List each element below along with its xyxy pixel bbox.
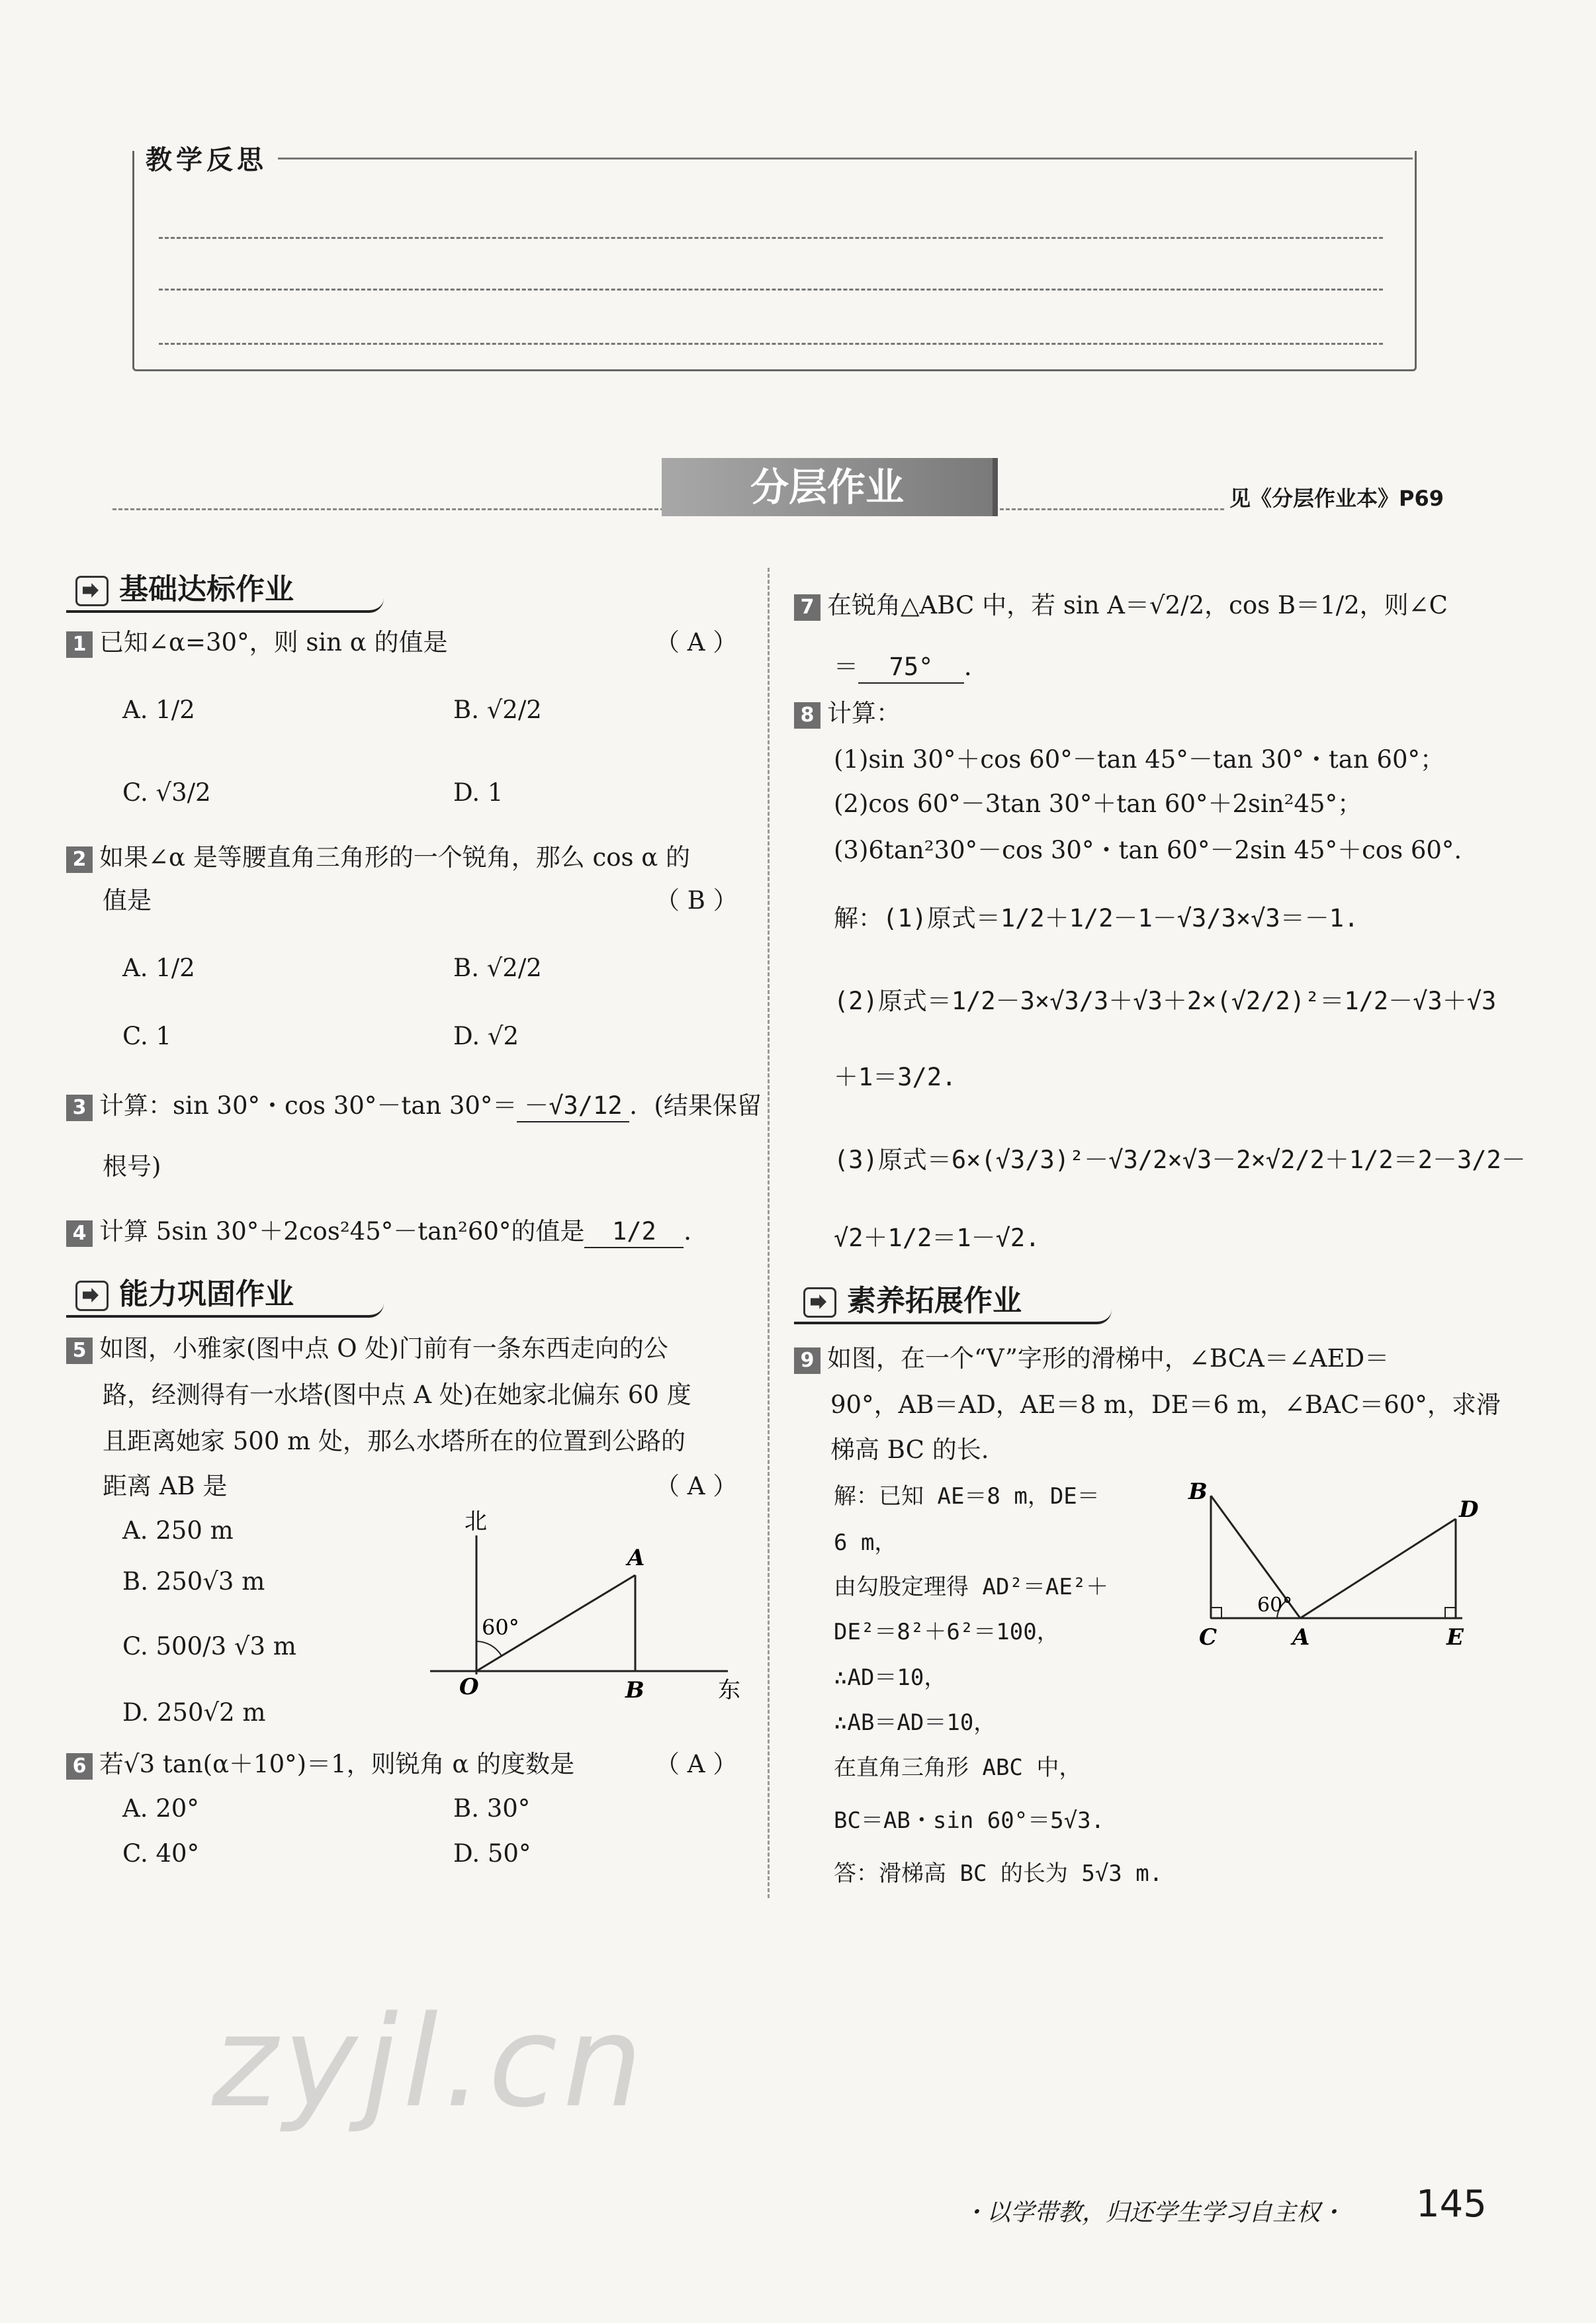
q1-option-b: B. √2/2 <box>453 696 542 724</box>
q3-tail: ．(结果保留 <box>629 1091 762 1120</box>
reflection-label: 教学反思 <box>146 139 278 177</box>
column-divider <box>768 568 770 1898</box>
q5-line-2: 路，经测得有一水塔(图中点 A 处)在她家北偏东 60 度 <box>103 1381 691 1409</box>
q2-option-c: C. 1 <box>122 1022 172 1050</box>
q1-stem <box>66 627 448 658</box>
q9-solution-6: ∴AB＝AD＝10， <box>834 1709 997 1736</box>
q5-option-c: C. 500/3 √3 m <box>122 1632 296 1661</box>
q5-label-o: O <box>459 1674 479 1700</box>
q2-option-a: A. 1/2 <box>122 954 195 982</box>
q6-option-c: C. 40° <box>122 1839 200 1868</box>
q8-solution-2: (2)原式＝1/2－3×√3/3＋√3＋2×(√2/2)²＝1/2－√3＋√3 <box>834 987 1497 1015</box>
q9-solution-1: 解：已知 AE＝8 m，DE＝ <box>834 1483 1100 1510</box>
q5-label-angle: 60° <box>482 1615 519 1640</box>
q5-label-east: 东 <box>718 1677 740 1704</box>
q6-option-b: B. 30° <box>453 1794 531 1823</box>
q6-answer: （ A ） <box>655 1750 738 1778</box>
q9-right-angle-c <box>1211 1608 1221 1618</box>
q7-fill: 75° <box>858 652 964 684</box>
q3-number: 3 <box>66 1095 93 1121</box>
q8-item-3: (3)6tan²30°－cos 30°・tan 60°－2sin 45°＋cos 60°. <box>834 836 1462 864</box>
section-ability-title: 能力巩固作业 <box>119 1277 294 1311</box>
q1-option-a: A. 1/2 <box>122 696 195 724</box>
q9-line-1 <box>794 1344 1389 1374</box>
q5-option-d: D. 250√2 m <box>122 1698 266 1727</box>
q7-number: 7 <box>794 594 820 621</box>
watermark: zyjl.cn <box>212 1989 648 2135</box>
q5-answer: （ A ） <box>655 1472 738 1500</box>
q9-label-c: C <box>1199 1624 1218 1651</box>
q1-option-c: C. √3/2 <box>122 778 211 807</box>
arrow-icon <box>75 576 109 606</box>
q8-item-2: (2)cos 60°－3tan 30°＋tan 60°＋2sin²45°； <box>834 790 1362 818</box>
section-literacy <box>794 1281 1112 1324</box>
arrow-icon <box>75 1281 109 1311</box>
q4-tail: ． <box>684 1217 709 1246</box>
q9-solution-2: 6 m， <box>834 1529 897 1556</box>
q3-fill: －√3/12 <box>517 1091 629 1122</box>
q3-line2: 根号) <box>103 1152 161 1181</box>
q8-solution-3: ＋1＝3/2. <box>834 1063 957 1091</box>
q9-label-b: B <box>1188 1479 1208 1505</box>
q4-fill: 1/2 <box>584 1216 684 1248</box>
q9-label-a: A <box>1292 1624 1310 1651</box>
q5-label-a: A <box>627 1545 645 1571</box>
q8-solution-1: 解：(1)原式＝1/2＋1/2－1－√3/3×√3＝－1. <box>834 904 1359 933</box>
section-basic-title: 基础达标作业 <box>119 572 294 606</box>
q9-solution-5: ∴AD＝10， <box>834 1664 947 1691</box>
q9-line-2: 90°，AB＝AD，AE＝8 m，DE＝6 m，∠BAC＝60°，求滑 <box>830 1390 1501 1419</box>
q7-stem <box>794 590 1448 621</box>
footer-motto: ・以学带教，归还学生学习自主权・ <box>963 2199 1345 2226</box>
q9-text-1: 如图，在一个“V”字形的滑梯中，∠BCA＝∠AED＝ <box>827 1344 1390 1373</box>
q8-title <box>794 698 901 729</box>
q6-stem <box>66 1749 574 1780</box>
q5-angle-arc <box>476 1641 502 1656</box>
q3-text: 计算：sin 30°・cos 30°－tan 30°＝ <box>99 1091 517 1120</box>
q6-option-a: A. 20° <box>122 1794 199 1823</box>
section-ability <box>66 1274 384 1318</box>
q2-answer: （ B ） <box>655 886 738 915</box>
q5-option-b: B. 250√3 m <box>122 1567 265 1596</box>
reflection-line-3 <box>159 343 1383 345</box>
q9-label-d: D <box>1459 1496 1479 1523</box>
banner-ref: 见《分层作业本》P69 <box>1224 482 1444 512</box>
q4-text: 计算 5sin 30°＋2cos²45°－tan²60°的值是 <box>99 1217 585 1246</box>
q9-figure <box>1184 1476 1495 1668</box>
q1-answer: （ A ） <box>655 628 738 657</box>
q5-figure <box>423 1509 754 1708</box>
q2-option-d: D. √2 <box>453 1022 519 1050</box>
q2-option-b: B. √2/2 <box>453 954 542 982</box>
q7-tail: ． <box>964 653 989 681</box>
q7-text: 在锐角△ABC 中，若 sin A＝√2/2，cos B＝1/2，则∠C <box>827 591 1448 619</box>
q9-solution-3: 由勾股定理得 AD²＝AE²＋ <box>834 1574 1109 1600</box>
q8-solution-4: (3)原式＝6×(√3/3)²－√3/2×√3－2×√2/2＋1/2＝2－3/2－ <box>834 1146 1526 1174</box>
q2-stem-1 <box>66 843 690 873</box>
q9-ad-line <box>1300 1519 1456 1618</box>
q9-label-angle: 60° <box>1257 1594 1293 1617</box>
q8-number: 8 <box>794 702 820 729</box>
q9-number: 9 <box>794 1347 820 1374</box>
q6-number: 6 <box>66 1753 93 1780</box>
q7-line2 <box>834 652 989 684</box>
q5-line-1 <box>66 1334 668 1364</box>
banner-title-text: 分层作业 <box>750 465 904 510</box>
q5-line-3: 且距离她家 500 m 处，那么水塔所在的位置到公路的 <box>103 1427 686 1455</box>
q6-text: 若√3 tan(α＋10°)＝1，则锐角 α 的度数是 <box>99 1750 575 1778</box>
banner-title <box>662 458 998 516</box>
q9-solution-4: DE²＝8²＋6²＝100， <box>834 1619 1059 1645</box>
q5-line-4: 距离 AB 是 <box>103 1472 228 1500</box>
q5-label-north: 北 <box>465 1509 487 1535</box>
section-literacy-title: 素养拓展作业 <box>847 1284 1022 1318</box>
q1-number: 1 <box>66 631 93 658</box>
q9-line-3: 梯高 BC 的长. <box>830 1435 989 1464</box>
q2-text-1: 如果∠α 是等腰直角三角形的一个锐角，那么 cos α 的 <box>99 843 691 872</box>
q5-label-b: B <box>625 1677 644 1704</box>
reflection-line-2 <box>159 289 1383 291</box>
q2-stem-2: 值是 <box>103 886 152 915</box>
q5-number: 5 <box>66 1338 93 1364</box>
q8-solution-5: √2＋1/2＝1－√2. <box>834 1224 1040 1252</box>
reflection-box <box>132 151 1417 371</box>
reflection-line-1 <box>159 237 1383 239</box>
q1-text: 已知∠α=30°，则 sin α 的值是 <box>99 628 448 657</box>
q5-text-1: 如图，小雅家(图中点 O 处)门前有一条东西走向的公 <box>99 1334 668 1363</box>
q1-option-d: D. 1 <box>453 778 504 807</box>
q2-number: 2 <box>66 846 93 873</box>
section-basic <box>66 569 384 613</box>
q5-option-a: A. 250 m <box>122 1516 234 1545</box>
q9-right-angle-e <box>1445 1608 1456 1618</box>
q4-stem <box>66 1216 708 1248</box>
q9-solution-7: 在直角三角形 ABC 中， <box>834 1754 1082 1781</box>
q3-stem <box>66 1091 762 1122</box>
q9-solution-9: 答：滑梯高 BC 的长为 5√3 m. <box>834 1860 1163 1887</box>
q7-eq: ＝ <box>834 653 858 681</box>
page-number: 145 <box>1416 2183 1487 2226</box>
q4-number: 4 <box>66 1220 93 1247</box>
q8-item-1: (1)sin 30°＋cos 60°－tan 45°－tan 30°・tan 60°； <box>834 745 1445 774</box>
arrow-icon <box>803 1287 836 1318</box>
q9-label-e: E <box>1446 1624 1464 1651</box>
q6-option-d: D. 50° <box>453 1839 531 1868</box>
q8-title-text: 计算： <box>827 699 901 727</box>
reflection-top-rule <box>278 158 1413 159</box>
q9-solution-8: BC＝AB・sin 60°＝5√3. <box>834 1807 1105 1834</box>
